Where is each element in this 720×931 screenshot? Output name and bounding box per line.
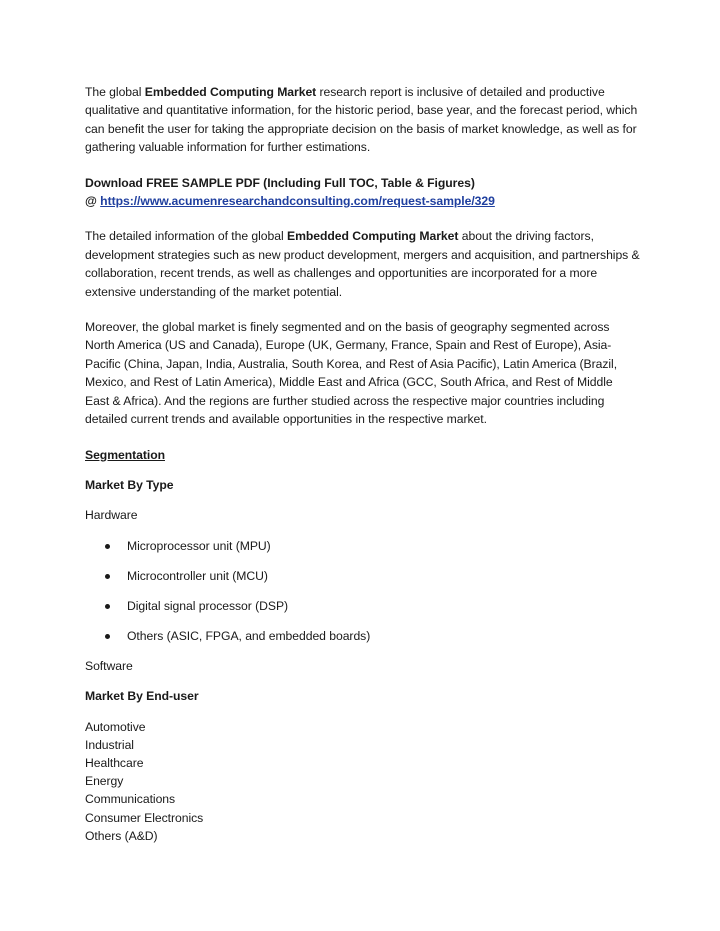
download-heading: Download FREE SAMPLE PDF (Including Full TOC, Table & Figures) (85, 175, 475, 190)
list-item: Industrial (85, 737, 134, 752)
list-item (85, 597, 640, 615)
list-item (85, 627, 640, 645)
enduser-list (85, 718, 640, 845)
list-item: Consumer Electronics (85, 810, 204, 825)
intro-text-pre: The global (85, 85, 145, 99)
list-item: Others (A&D) (85, 828, 158, 843)
list-item-label: Microcontroller unit (MCU) (127, 568, 268, 583)
document-body (85, 83, 640, 845)
list-item: Automotive (85, 719, 146, 734)
list-item: Healthcare (85, 755, 144, 770)
list-item-label: Digital signal processor (DSP) (127, 598, 289, 613)
bullet-icon (105, 544, 110, 549)
detail-text-post: about the driving factors, development strategies such as new product development, mergers and acquisition, and partnerships & collaboration, recent trends, as well as challenges and opportunities are incorporated for a more extensive understanding of the market potential. (85, 229, 640, 299)
bullet-icon (105, 604, 110, 609)
detail-text-pre: The detailed information of the global (85, 229, 287, 244)
sample-request-link[interactable]: https://www.acumenresearchandconsulting.com/request-sample/329 (100, 194, 495, 209)
list-item: Communications (85, 792, 176, 807)
segmentation-heading: Segmentation (85, 447, 165, 462)
bullet-icon (105, 634, 110, 639)
market-by-type-heading: Market By Type (85, 477, 174, 492)
intro-paragraph (85, 83, 640, 157)
list-item-label: Microprocessor unit (MPU) (127, 538, 271, 553)
intro-text-post: research report is inclusive of detailed and productive qualitative and quantitative information, for the historic period, base year, and the forecast period, which can benefit the user for taking the appropriate decision on the basis of market knowledge, as well as for gathering valuable information for further estimations. (85, 85, 638, 155)
download-at-sign: @ (85, 194, 101, 209)
hardware-label: Hardware (85, 508, 138, 523)
detail-market-name: Embedded Computing Market (286, 229, 459, 244)
geography-paragraph: Moreover, the global market is finely segmented and on the basis of geography segmented across North America (US and Canada), Europe (UK, Germany, France, Spain and Rest of Europe), Asia-Pacific (China, Japan, India, Australia, South Korea, and Rest of Asia Pacific), Latin America (Brazil, Mexico, and Rest of Latin America), Middle East and Africa (GCC, South Africa, and Rest of Middle East & Africa). And the regions are further studied across the respective major countries including detailed current trends and available opportunities in the respective market. (85, 320, 618, 427)
bullet-icon (105, 574, 110, 579)
list-item (85, 567, 640, 585)
market-by-enduser-heading: Market By End-user (85, 689, 199, 704)
intro-market-name: Embedded Computing Market (144, 85, 317, 99)
list-item-label: Others (ASIC, FPGA, and embedded boards) (127, 628, 371, 643)
software-label: Software (85, 658, 133, 673)
hardware-list (85, 537, 640, 645)
download-link-line (85, 192, 640, 210)
detail-paragraph (85, 227, 640, 301)
list-item (85, 537, 640, 555)
list-item: Energy (85, 774, 124, 789)
